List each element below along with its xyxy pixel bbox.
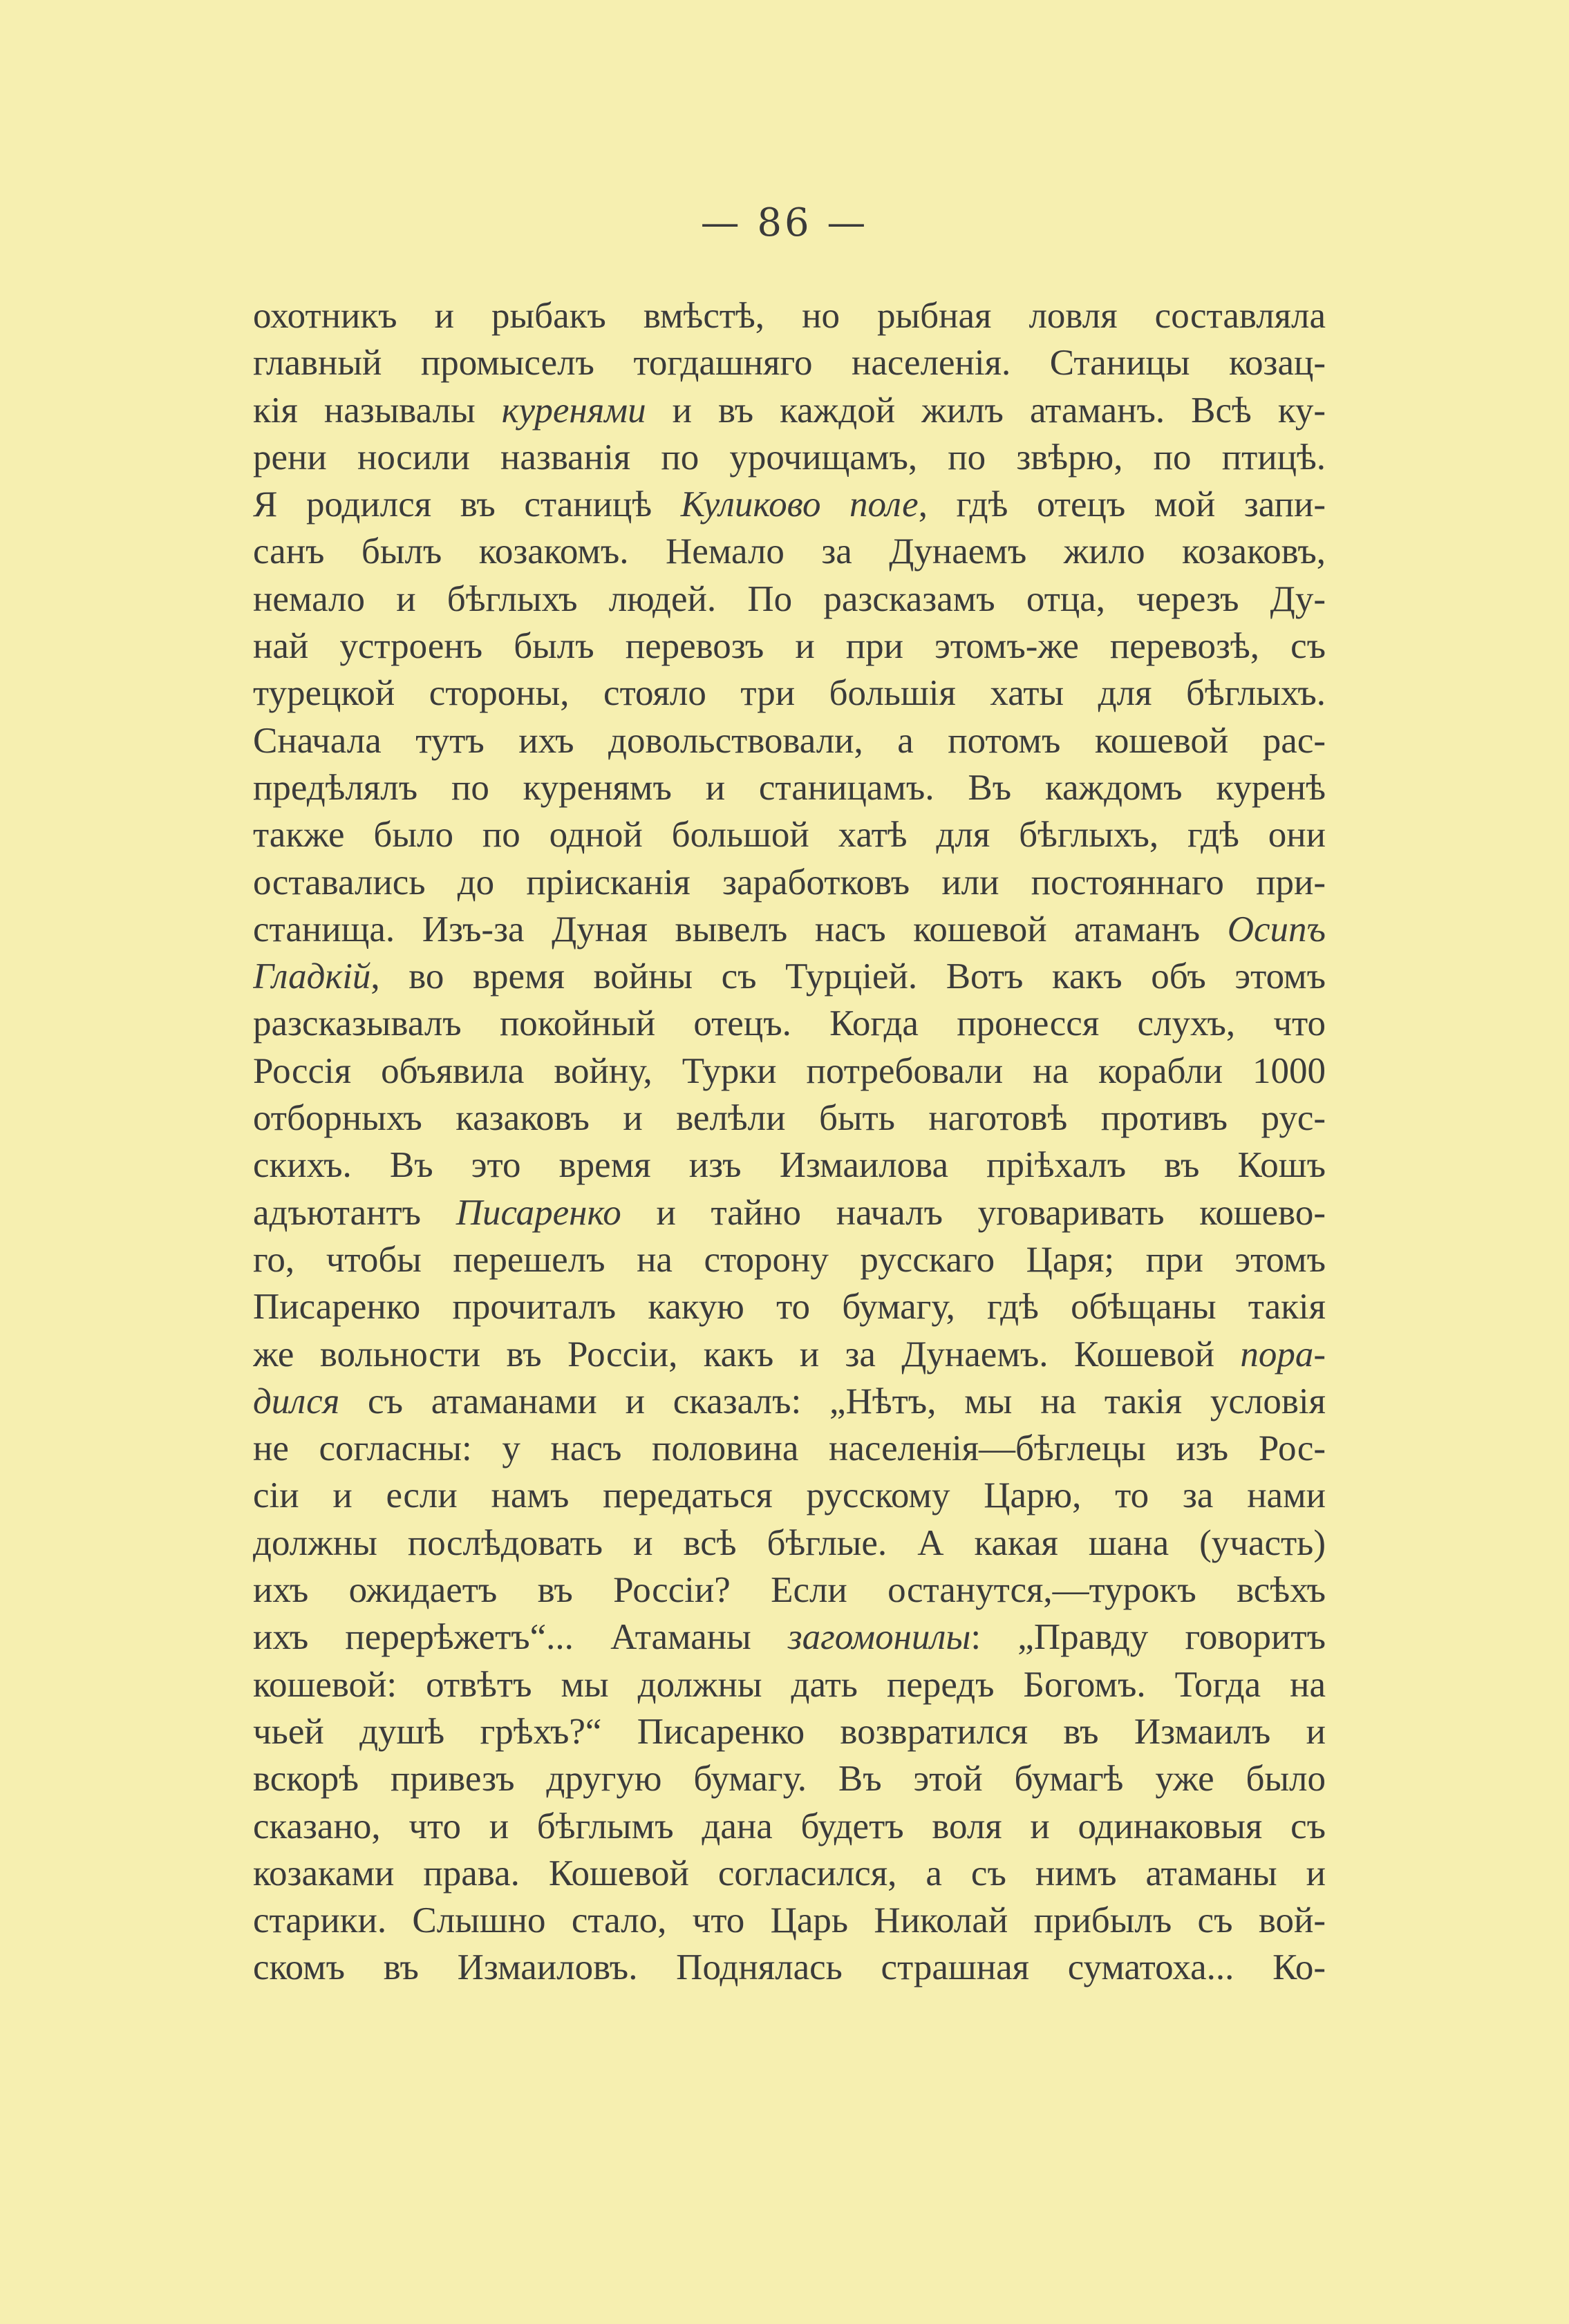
text-line: сказано, что и бѣглымъ дана будетъ воля и одинаковыя съ [253,1806,1326,1846]
italic-term: загомонилы [787,1617,971,1658]
text-line: станища. Изъ-за Дуная вывелъ насъ кошевой атаманъ Осипъ [253,909,1326,950]
text-line: должны послѣдовать и всѣ бѣглые. А какая шана (участь) [253,1522,1326,1563]
text-line: ихъ перерѣжетъ“... Атаманы загомонилы: „Правду говоритъ [253,1617,1326,1658]
italic-term: Писаренко [455,1192,621,1233]
italic-term: пора- [1240,1334,1326,1374]
text-line: Сначала тутъ ихъ довольствовали, а потомъ кошевой рас- [253,720,1326,761]
italic-term: куренями [501,390,646,431]
text-line: же вольности въ Россіи, какъ и за Дунаемъ. Кошевой пора- [253,1334,1326,1374]
text-line: охотникъ и рыбакъ вмѣстѣ, но рыбная ловля составляла [253,296,1326,336]
text-line: вскорѣ привезъ другую бумагу. Въ этой бумагѣ уже было [253,1759,1326,1799]
text-line: сіи и если намъ передаться русскому Царю, то за нами [253,1475,1326,1516]
text-line: главный промыселъ тогдашняго населенія. Станицы козац- [253,343,1326,384]
text-line: кошевой: отвѣтъ мы должны дать передъ Богомъ. Тогда на [253,1664,1326,1705]
text-line: разсказывалъ покойный отецъ. Когда пронесся слухъ, что [253,1003,1326,1044]
text-line: рени носили названія по урочищамъ, по звѣрю, по птицѣ. [253,437,1326,478]
page-number: — 86 — [700,200,869,245]
text-line: отборныхъ казаковъ и велѣли быть наготовѣ противъ рус- [253,1098,1326,1139]
text-line: Писаренко прочиталъ какую то бумагу, гдѣ обѣщаны такія [253,1287,1326,1328]
text-line: турецкой стороны, стояло три большія хаты для бѣглыхъ. [253,673,1326,714]
italic-term: дился [253,1381,340,1421]
body-text [253,292,1326,1992]
text-line: Я родился въ станицѣ Куликово поле, гдѣ отецъ мой запи- [253,484,1326,525]
text-line: не согласны: у насъ половина населенія—бѣглецы изъ Рос- [253,1428,1326,1469]
text-line: козаками права. Кошевой согласился, а съ нимъ атаманы и [253,1853,1326,1893]
text-line: также было по одной большой хатѣ для бѣглыхъ, гдѣ они [253,815,1326,856]
text-line: го, чтобы перешелъ на сторону русскаго Царя; при этомъ [253,1239,1326,1280]
text-line: скихъ. Въ это время изъ Измаилова пріѣхалъ въ Кошъ [253,1145,1326,1186]
italic-term: Куликово поле [680,484,919,525]
text-line: чьей душѣ грѣхъ?“ Писаренко возвратился въ Измаилъ и [253,1711,1326,1752]
text-line: санъ былъ козакомъ. Немало за Дунаемъ жило козаковъ, [253,531,1326,572]
text-line: оставались до пріисканія заработковъ или постояннаго при- [253,862,1326,903]
text-line: ихъ ожидаетъ въ Россіи? Если останутся,—турокъ всѣхъ [253,1570,1326,1611]
text-line: кія называлы куренями и въ каждой жилъ атаманъ. Всѣ ку- [253,390,1326,431]
text-line: скомъ въ Измаиловъ. Поднялась страшная суматоха... Ко- [253,1947,1326,1988]
italic-term: Гладкій [253,956,371,997]
text-line: предѣлялъ по куренямъ и станицамъ. Въ каждомъ куренѣ [253,767,1326,808]
text-line: дился съ атаманами и сказалъ: „Нѣтъ, мы на такія условія [253,1381,1326,1421]
text-line: адъютантъ Писаренко и тайно началъ уговаривать кошево- [253,1192,1326,1233]
text-line: най устроенъ былъ перевозъ и при этомъ-же перевозѣ, съ [253,626,1326,667]
text-line: немало и бѣглыхъ людей. По разсказамъ отца, черезъ Ду- [253,578,1326,619]
text-line: Россія объявила войну, Турки потребовали на корабли 1000 [253,1050,1326,1091]
italic-term: Осипъ [1227,909,1326,950]
text-line: Гладкій, во время войны съ Турціей. Вотъ какъ объ этомъ [253,956,1326,997]
text-line: старики. Слышно стало, что Царь Николай прибылъ съ вой- [253,1900,1326,1941]
